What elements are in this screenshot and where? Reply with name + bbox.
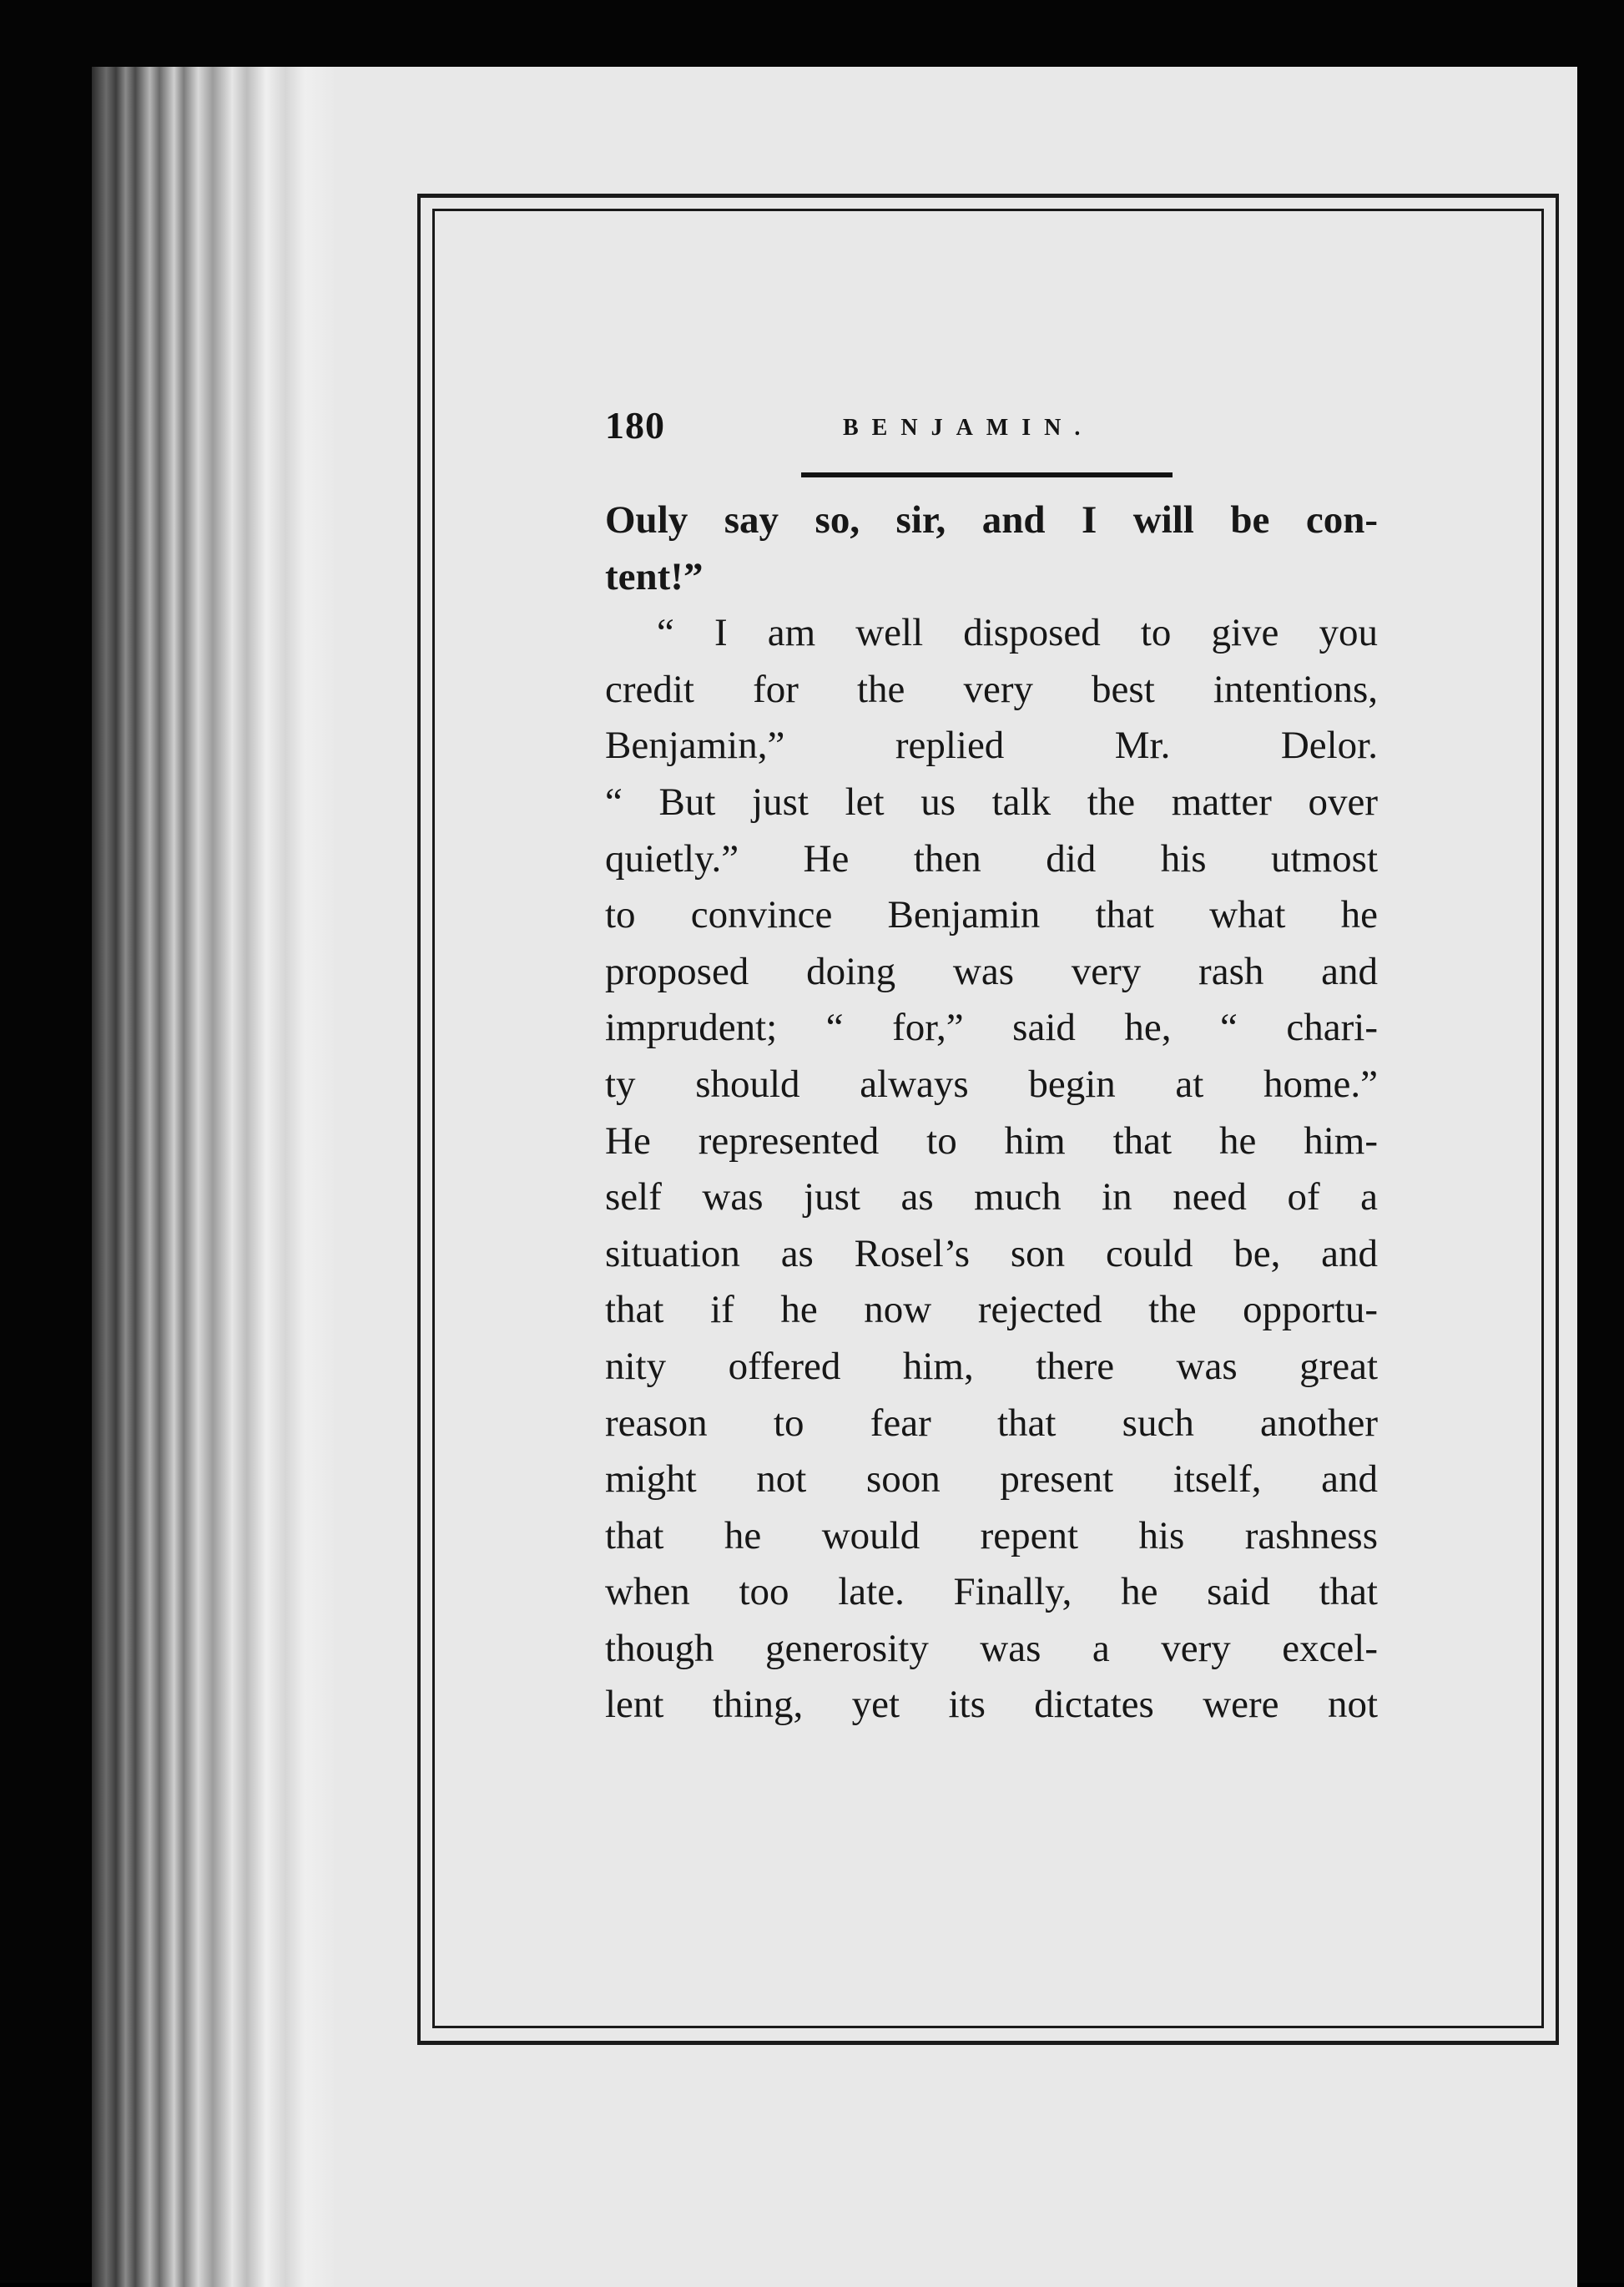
text-line: that if he now rejected the opportu- xyxy=(605,1288,1378,1332)
text-line: Ouly say so, sir, and I will be con- xyxy=(605,498,1378,542)
book-page-edges xyxy=(92,67,334,2287)
text-line: credit for the very best intentions, xyxy=(605,667,1378,711)
running-head-rule xyxy=(801,472,1173,477)
text-line: imprudent; “ for,” said he, “ chari- xyxy=(605,1006,1378,1050)
text-line: “ I am well disposed to give you xyxy=(657,611,1378,655)
text-line: ty should always begin at home.” xyxy=(605,1062,1378,1106)
text-line: nity offered him, there was great xyxy=(605,1344,1378,1388)
text-line: tent!” xyxy=(605,554,704,598)
text-line: though generosity was a very excel- xyxy=(605,1626,1378,1670)
page-number: 180 xyxy=(605,404,665,447)
text-line: He represented to him that he him- xyxy=(605,1118,1378,1163)
text-line: reason to fear that such another xyxy=(605,1401,1378,1445)
text-line: that he would repent his rashness xyxy=(605,1513,1378,1557)
text-line: when too late. Finally, he said that xyxy=(605,1570,1378,1614)
text-line: situation as Rosel’s son could be, and xyxy=(605,1231,1378,1275)
text-line: quietly.” He then did his utmost xyxy=(605,836,1378,881)
text-line: self was just as much in need of a xyxy=(605,1175,1378,1219)
running-head xyxy=(605,401,1379,451)
text-line: to convince Benjamin that what he xyxy=(605,893,1378,937)
text-line: Benjamin,” replied Mr. Delor. xyxy=(605,724,1378,768)
body-text xyxy=(605,492,1378,1734)
running-title: BENJAMIN. xyxy=(843,415,1094,441)
text-line: proposed doing was very rash and xyxy=(605,949,1378,993)
text-line: “ But just let us talk the matter over xyxy=(605,780,1378,824)
text-line: lent thing, yet its dictates were not xyxy=(605,1683,1378,1727)
text-line: might not soon present itself, and xyxy=(605,1457,1378,1502)
